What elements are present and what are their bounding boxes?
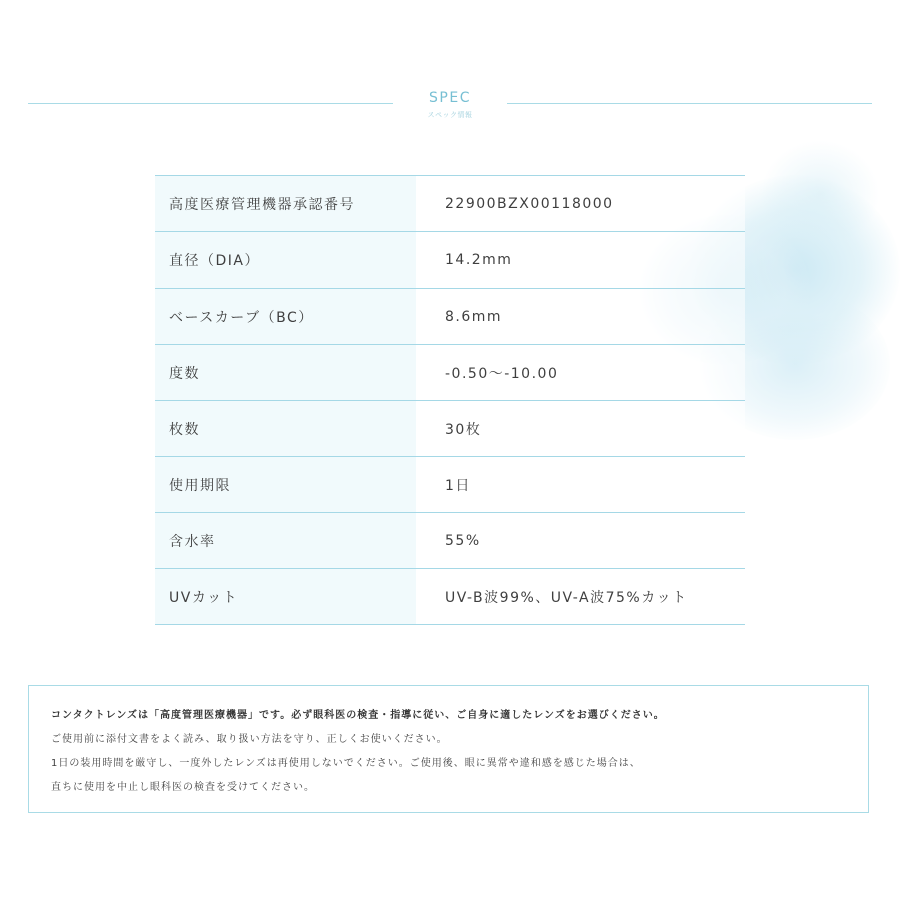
spec-label: 高度医療管理機器承認番号: [155, 176, 416, 231]
spec-label: 含水率: [155, 513, 416, 568]
header-divider-left: [28, 103, 393, 104]
spec-value: 22900BZX00118000: [416, 176, 745, 231]
section-subtitle: スペック情報: [427, 111, 473, 119]
table-row: [155, 176, 745, 232]
spec-value: 55%: [416, 513, 745, 568]
notice-line: 1日の装用時間を厳守し、一度外したレンズは再使用しないでください。ご使用後、眼に異常や違和感を感じた場合は、: [51, 758, 641, 769]
spec-table: [155, 175, 745, 625]
spec-value: 8.6mm: [416, 289, 745, 344]
notice-line: 直ちに使用を中止し眼科医の検査を受けてください。: [51, 782, 315, 793]
notice-lead: コンタクトレンズは「高度管理医療機器」です。必ず眼科医の検査・指導に従い、ご自身に適したレンズをお選びください。: [51, 710, 665, 721]
spec-label: 使用期限: [155, 457, 416, 512]
table-row: [155, 513, 745, 569]
table-row: [155, 289, 745, 345]
spec-value: 30枚: [416, 401, 745, 456]
table-row: [155, 232, 745, 289]
table-row: [155, 345, 745, 401]
table-row: [155, 401, 745, 457]
notice-line: ご使用前に添付文書をよく読み、取り扱い方法を守り、正しくお使いください。: [51, 734, 448, 745]
spec-label: ベースカーブ（BC）: [155, 289, 416, 344]
spec-value: 14.2mm: [416, 232, 745, 288]
spec-label: 度数: [155, 345, 416, 400]
table-row: [155, 457, 745, 513]
caution-notice: [28, 685, 869, 813]
section-title: SPEC: [429, 90, 471, 106]
spec-label: UVカット: [155, 569, 416, 624]
spec-value: 1日: [416, 457, 745, 512]
spec-value: UV-B波99%、UV-A波75%カット: [416, 569, 745, 624]
spec-label: 枚数: [155, 401, 416, 456]
watercolor-decoration: [760, 140, 880, 250]
table-row: [155, 569, 745, 625]
spec-label: 直径（DIA）: [155, 232, 416, 288]
header-divider-right: [507, 103, 872, 104]
spec-value: -0.50〜-10.00: [416, 345, 745, 400]
